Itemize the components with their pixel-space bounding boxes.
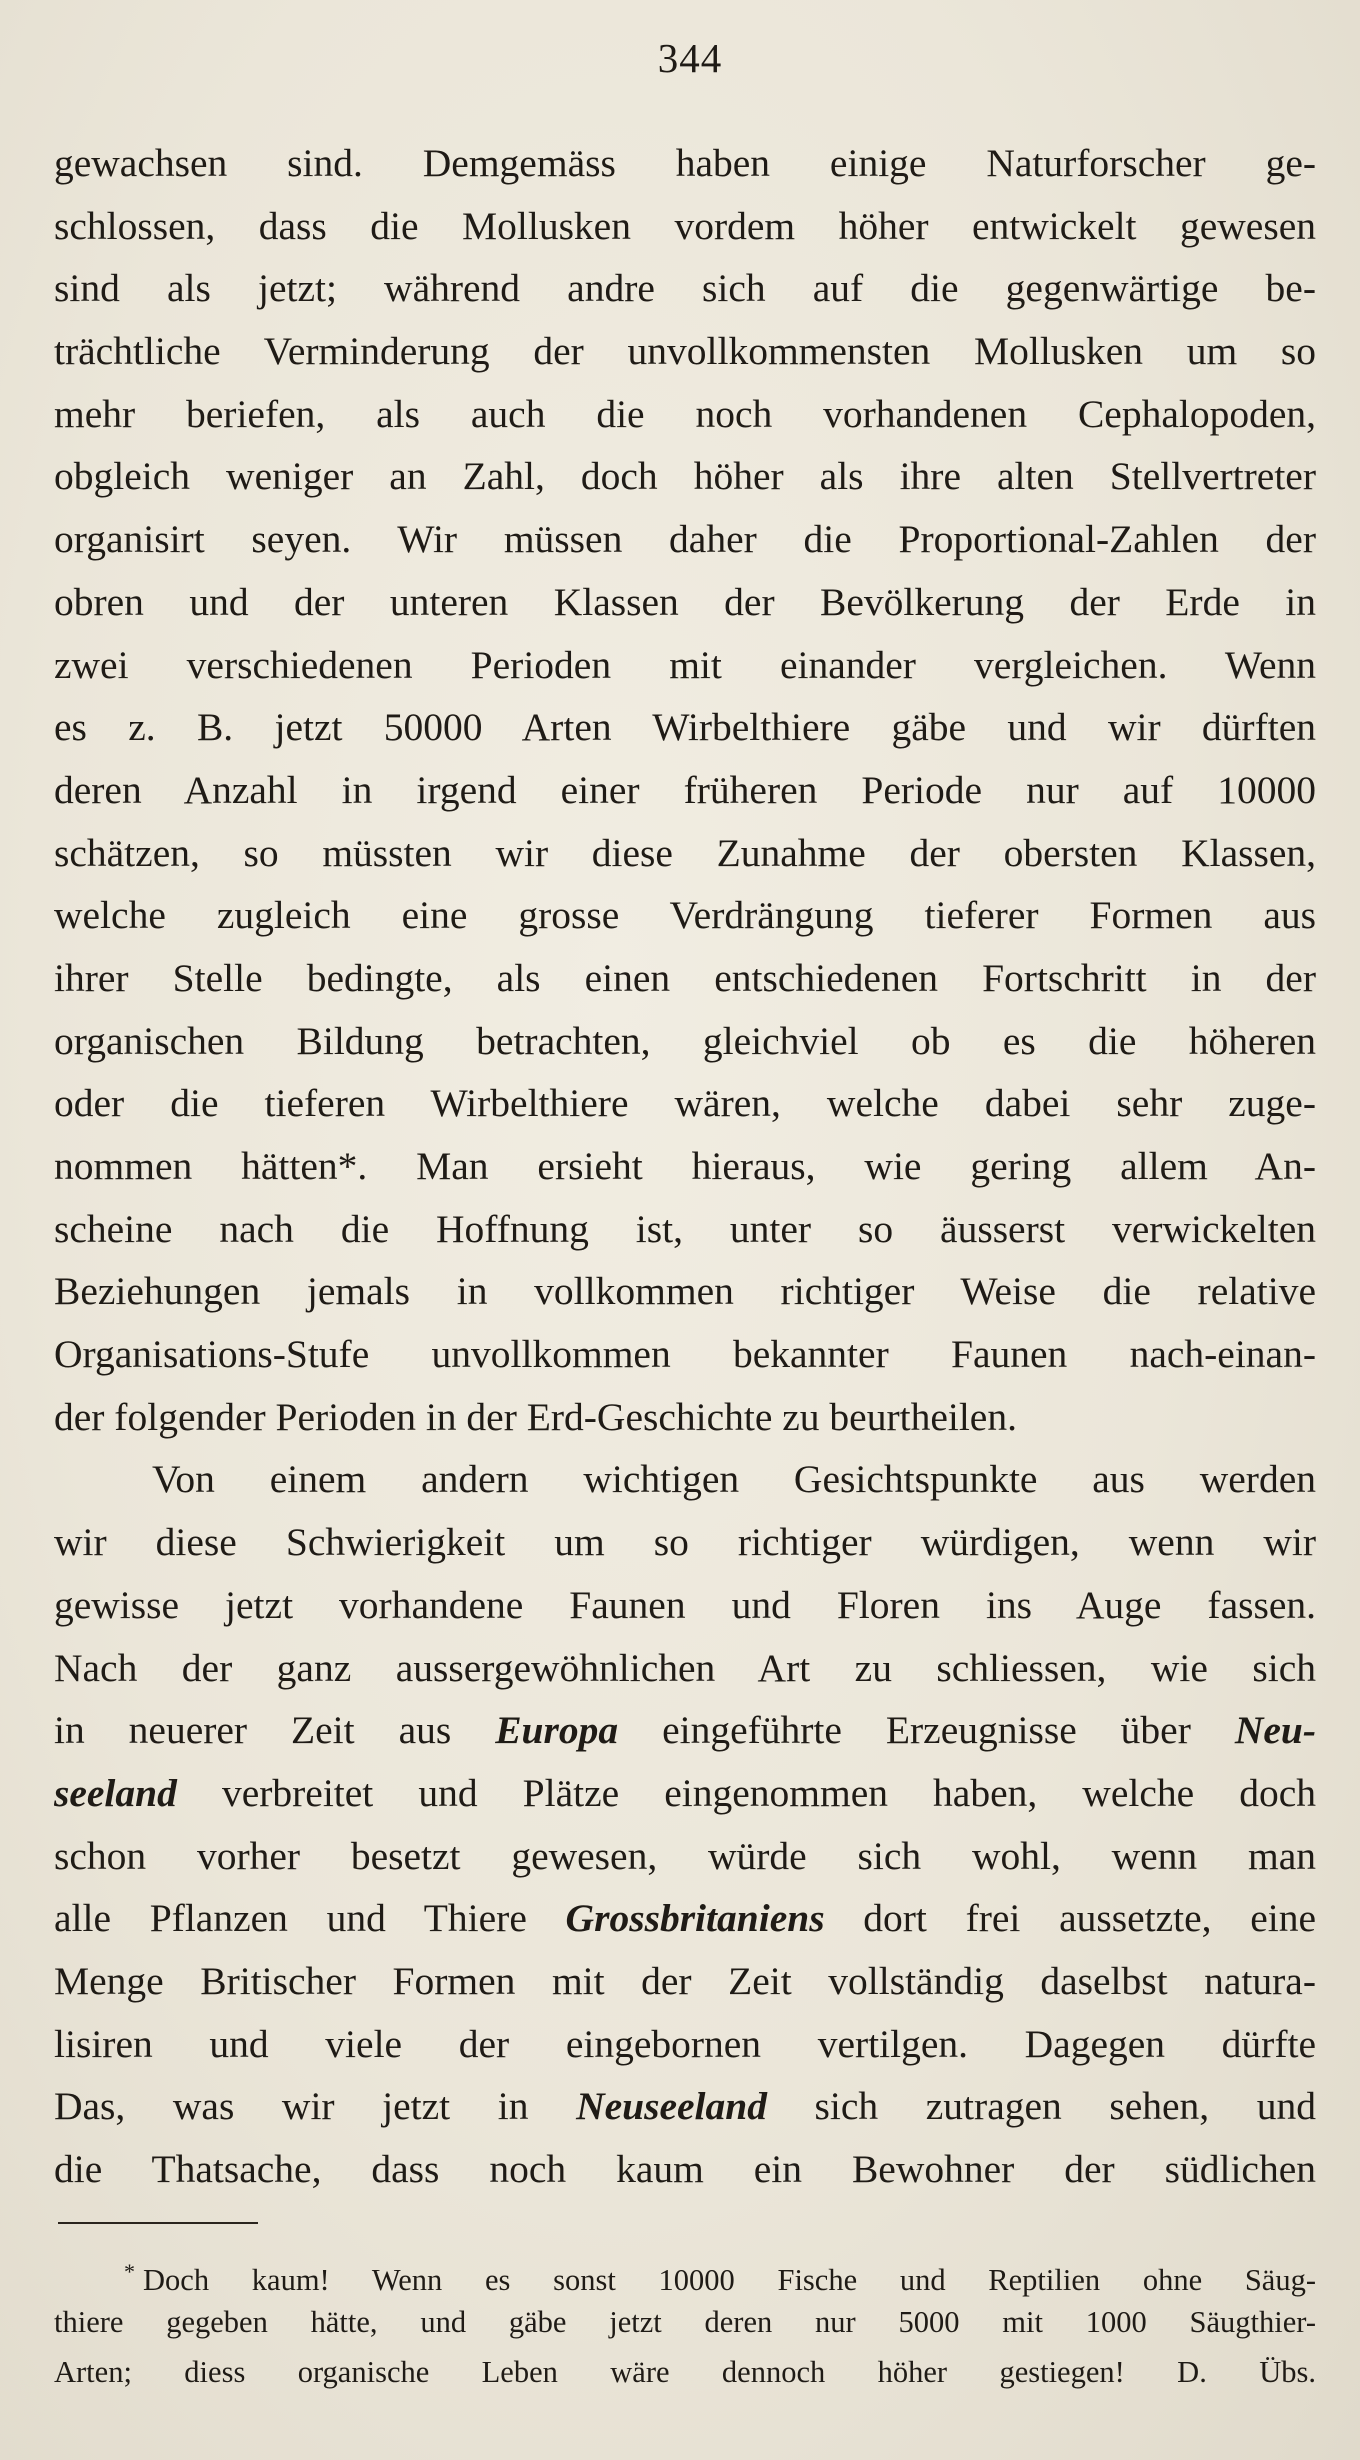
italic-place-name: Neu- bbox=[1234, 1708, 1316, 1753]
text-run: in neuerer Zeit aus bbox=[54, 1708, 496, 1753]
text-line: Menge Britischer Formen mit der Zeit vollständig daselbst natura- bbox=[54, 1958, 1316, 2003]
footnote-line: thiere gegeben hätte, und gäbe jetzt deren nur 5000 mit 1000 Säugthier- bbox=[54, 2305, 1316, 2339]
footnote-line bbox=[54, 2247, 1316, 2297]
text-line: lisiren und viele der eingebornen vertilgen. Dagegen dürfte bbox=[54, 2021, 1316, 2066]
text-line: es z. B. jetzt 50000 Arten Wirbelthiere gäbe und wir dürften bbox=[54, 705, 1316, 750]
italic-place-name: Grossbritaniens bbox=[565, 1896, 825, 1941]
text-line bbox=[54, 2075, 1316, 2138]
text-line: Organisations-Stufe unvollkommen bekannter Faunen nach-einan- bbox=[54, 1332, 1316, 1377]
text-line-paragraph-end: der folgender Perioden in der Erd-Geschichte zu beurtheilen. bbox=[54, 1394, 1017, 1439]
text-line: trächtliche Verminderung der unvollkommensten Mollusken um so bbox=[54, 329, 1316, 374]
text-line: organisirt seyen. Wir müssen daher die Proportional-Zahlen der bbox=[54, 517, 1316, 562]
text-run: sich zutragen sehen, und bbox=[766, 2084, 1316, 2129]
footnote-marker: * bbox=[124, 2259, 135, 2284]
text-line: obgleich weniger an Zahl, doch höher als ihre alten Stellvertreter bbox=[54, 454, 1316, 499]
text-line: obren und der unteren Klassen der Bevölkerung der Erde in bbox=[54, 579, 1316, 624]
text-line: scheine nach die Hoffnung ist, unter so äusserst verwickelten bbox=[54, 1206, 1316, 1251]
text-line: ihrer Stelle bedingte, als einen entschiedenen Fortschritt in der bbox=[54, 955, 1316, 1000]
text-line: welche zugleich eine grosse Verdrängung tieferer Formen aus bbox=[54, 893, 1316, 938]
text-line bbox=[54, 1762, 1316, 1825]
text-run: Das, was wir jetzt in bbox=[54, 2084, 577, 2129]
text-line: oder die tieferen Wirbelthiere wären, welche dabei sehr zuge- bbox=[54, 1081, 1316, 1126]
italic-place-name: seeland bbox=[54, 1770, 177, 1815]
text-run: alle Pflanzen und Thiere bbox=[54, 1896, 566, 1941]
footnote bbox=[54, 2247, 1316, 2397]
text-line-paragraph-start: Von einem andern wichtigen Gesichtspunkte aus werden bbox=[152, 1457, 1316, 1502]
italic-place-name: Europa bbox=[495, 1708, 619, 1753]
text-run: Doch kaum! Wenn es sonst 10000 Fische und Reptilien ohne Säug- bbox=[143, 2263, 1316, 2297]
text-run: dort frei aussetzte, eine bbox=[824, 1896, 1316, 1941]
text-line: die Thatsache, dass noch kaum ein Bewohner der südlichen bbox=[54, 2147, 1316, 2191]
text-line: schätzen, so müssten wir diese Zunahme der obersten Klassen, bbox=[54, 830, 1316, 875]
text-line: gewachsen sind. Demgemäss haben einige Naturforscher ge- bbox=[54, 141, 1316, 185]
text-line: mehr beriefen, als auch die noch vorhandenen Cephalopoden, bbox=[54, 391, 1316, 436]
text-line: Beziehungen jemals in vollkommen richtiger Weise die relative bbox=[54, 1269, 1316, 1314]
text-line: schon vorher besetzt gewesen, würde sich wohl, wenn man bbox=[54, 1833, 1316, 1878]
text-line: Nach der ganz aussergewöhnlichen Art zu schliessen, wie sich bbox=[54, 1645, 1316, 1690]
italic-place-name: Neuseeland bbox=[576, 2084, 767, 2129]
page-number: 344 bbox=[657, 35, 723, 81]
text-line: wir diese Schwierigkeit um so richtiger würdigen, wenn wir bbox=[54, 1520, 1316, 1565]
footnote-line: Arten; diess organische Leben wäre dennoch höher gestiegen! D. Übs. bbox=[54, 2355, 1316, 2389]
text-line bbox=[54, 1887, 1316, 1950]
text-run: verbreitet und Plätze eingenommen haben, welche doch bbox=[176, 1770, 1316, 1815]
footnote-divider bbox=[58, 2222, 258, 2224]
text-line: schlossen, dass die Mollusken vordem höher entwickelt gewesen bbox=[54, 203, 1316, 248]
text-line: gewisse jetzt vorhandene Faunen und Floren ins Auge fassen. bbox=[54, 1582, 1316, 1627]
text-line: organischen Bildung betrachten, gleichviel ob es die höheren bbox=[54, 1018, 1316, 1063]
text-line: deren Anzahl in irgend einer früheren Periode nur auf 10000 bbox=[54, 767, 1316, 812]
text-run: eingeführte Erzeugnisse über bbox=[618, 1708, 1235, 1753]
text-line: sind als jetzt; während andre sich auf die gegenwärtige be- bbox=[54, 266, 1316, 311]
text-line bbox=[54, 1699, 1316, 1762]
text-line: zwei verschiedenen Perioden mit einander vergleichen. Wenn bbox=[54, 642, 1316, 687]
body-text bbox=[54, 132, 1316, 2201]
text-line: nommen hätten*. Man ersieht hieraus, wie gering allem An- bbox=[54, 1144, 1316, 1188]
